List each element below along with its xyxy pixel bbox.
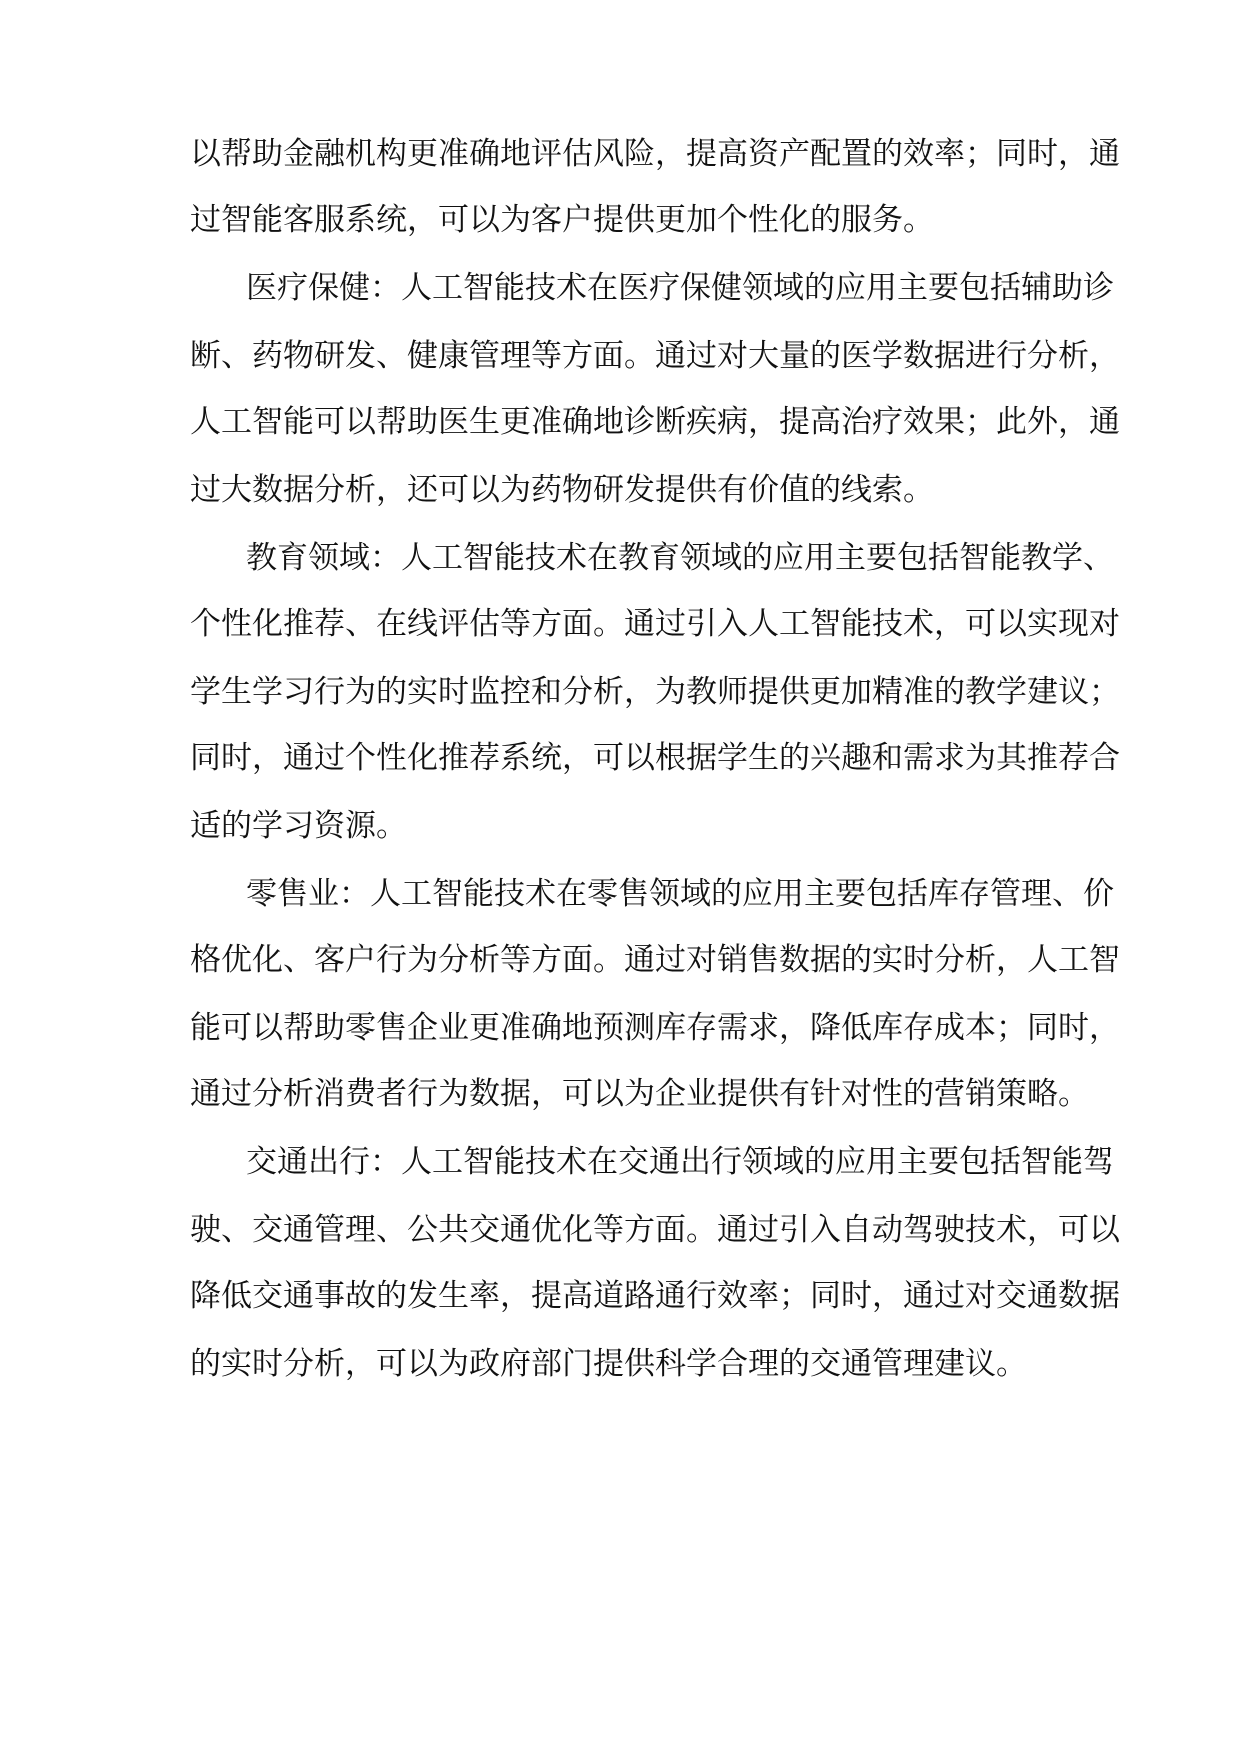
paragraph-2-line-3: 人工智能可以帮助医生更准确地诊断疾病，提高治疗效果；此外，通	[190, 404, 1120, 440]
paragraph-4-line-2: 格优化、客户行为分析等方面。通过对销售数据的实时分析，人工智	[190, 942, 1120, 978]
paragraph-2-line-2: 断、药物研发、健康管理等方面。通过对大量的医学数据进行分析，	[190, 338, 1120, 374]
paragraph-2-line-1: 医疗保健：人工智能技术在医疗保健领域的应用主要包括辅助诊	[246, 270, 1114, 306]
paragraph-4-line-4: 通过分析消费者行为数据，可以为企业提供有针对性的营销策略。	[190, 1076, 1089, 1112]
paragraph-3-line-2: 个性化推荐、在线评估等方面。通过引入人工智能技术，可以实现对	[190, 606, 1120, 642]
paragraph-5-line-4: 的实时分析，可以为政府部门提供科学合理的交通管理建议。	[190, 1346, 1027, 1382]
paragraph-4-line-1: 零售业：人工智能技术在零售领域的应用主要包括库存管理、价	[246, 876, 1114, 912]
paragraph-3-line-4: 同时，通过个性化推荐系统，可以根据学生的兴趣和需求为其推荐合	[190, 740, 1120, 776]
paragraph-5-line-3: 降低交通事故的发生率，提高道路通行效率；同时，通过对交通数据	[190, 1278, 1120, 1314]
paragraph-1-line-2: 过智能客服系统，可以为客户提供更加个性化的服务。	[190, 202, 934, 238]
paragraph-5-line-1: 交通出行：人工智能技术在交通出行领域的应用主要包括智能驾	[246, 1144, 1114, 1180]
paragraph-5-line-2: 驶、交通管理、公共交通优化等方面。通过引入自动驾驶技术，可以	[190, 1212, 1120, 1248]
paragraph-3-line-5: 适的学习资源。	[190, 808, 407, 844]
paragraph-1-line-1: 以帮助金融机构更准确地评估风险，提高资产配置的效率；同时，通	[190, 136, 1120, 172]
paragraph-2-line-4: 过大数据分析，还可以为药物研发提供有价值的线索。	[190, 472, 934, 508]
paragraph-3-line-3: 学生学习行为的实时监控和分析，为教师提供更加精准的教学建议；	[190, 674, 1120, 710]
paragraph-4-line-3: 能可以帮助零售企业更准确地预测库存需求，降低库存成本；同时，	[190, 1010, 1120, 1046]
paragraph-3-line-1: 教育领域：人工智能技术在教育领域的应用主要包括智能教学、	[246, 540, 1114, 576]
